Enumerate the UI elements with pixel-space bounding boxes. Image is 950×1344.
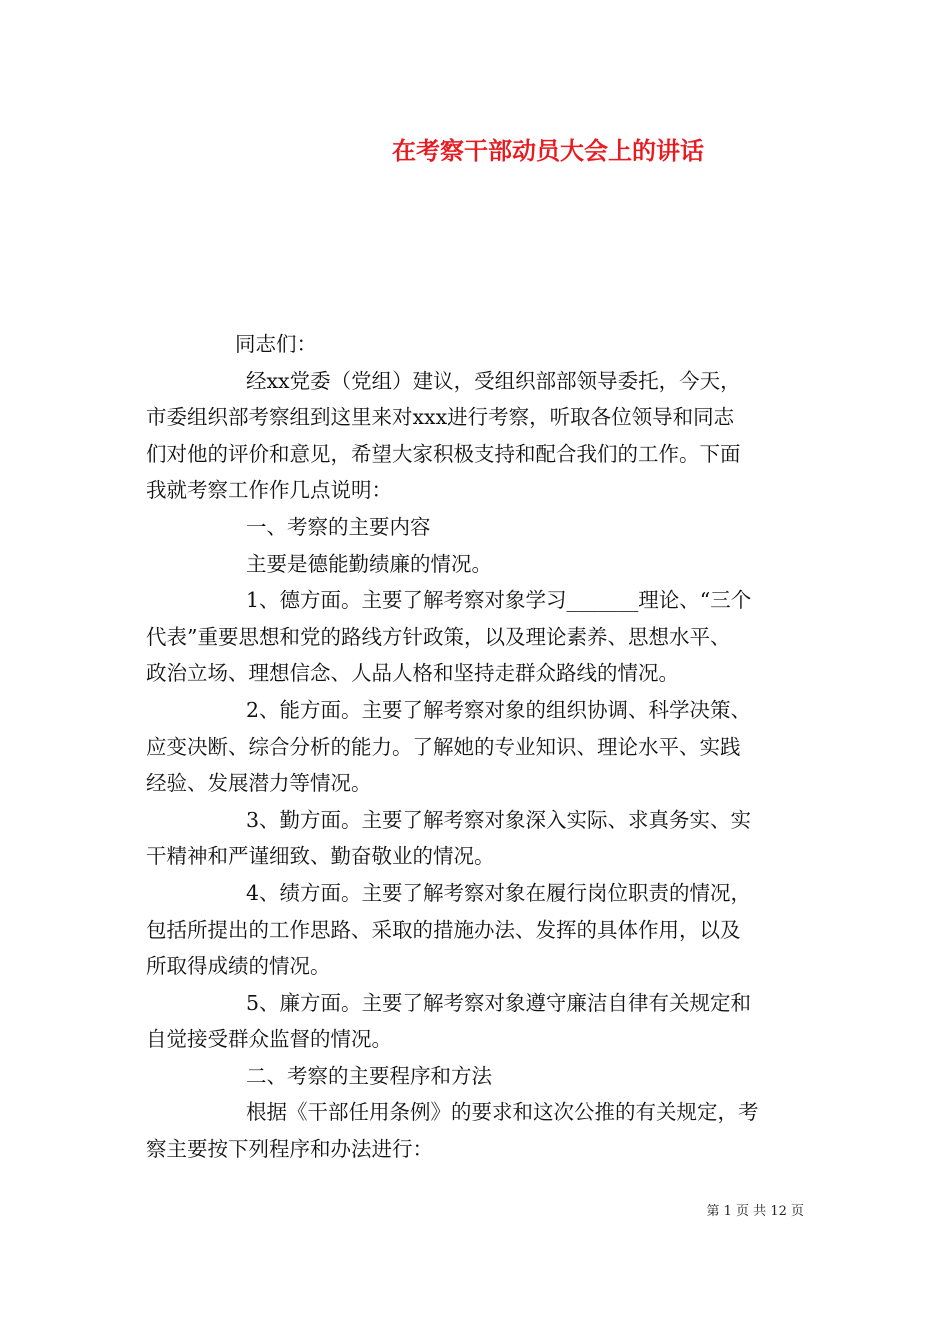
- text-line: 自觉接受群众监督的情况。: [146, 1027, 392, 1052]
- text-line: 4、绩方面。主要了解考察对象在履行岗位职责的情况，: [246, 880, 752, 905]
- text-line: 我就考察工作作几点说明：: [146, 478, 392, 503]
- text-line: 包括所提出的工作思路、采取的措施办法、发挥的具体作用，以及: [146, 917, 741, 942]
- text-line: 应变决断、综合分析的能力。了解她的专业知识、理论水平、实践: [146, 734, 741, 759]
- text-line: 们对他的评价和意见，希望大家积极支持和配合我们的工作。下面: [146, 441, 741, 466]
- text-line: 1、德方面。主要了解考察对象学习_______理论、“三个: [246, 588, 752, 613]
- page-number: 第 1 页 共 12 页: [706, 1204, 804, 1219]
- text-line: 3、勤方面。主要了解考察对象深入实际、求真务实、实: [246, 807, 752, 832]
- document-title: 在考察干部动员大会上的讲话: [392, 136, 704, 165]
- text-line: 察主要按下列程序和办法进行：: [146, 1137, 433, 1162]
- text-line: 所取得成绩的情况。: [146, 954, 331, 979]
- text-line: 2、能方面。主要了解考察对象的组织协调、科学决策、: [246, 697, 752, 722]
- text-line: 经验、发展潜力等情况。: [146, 771, 372, 796]
- text-line: 代表”重要思想和党的路线方针政策，以及理论素养、思想水平、: [146, 624, 731, 649]
- document-body: [146, 326, 810, 1168]
- text-line: 干精神和严谨细致、勤奋敬业的情况。: [146, 844, 495, 869]
- text-line: 一、考察的主要内容: [246, 514, 431, 539]
- text-line: 二、考察的主要程序和方法: [246, 1063, 492, 1088]
- text-line: 政治立场、理想信念、人品人格和坚持走群众路线的情况。: [146, 661, 679, 686]
- text-line: 市委组织部考察组到这里来对xxx进行考察，听取各位领导和同志: [146, 405, 735, 430]
- text-line: 主要是德能勤绩廉的情况。: [246, 551, 492, 576]
- paragraph-lines: [146, 363, 810, 1168]
- text-line: 根据《干部任用条例》的要求和这次公推的有关规定，考: [246, 1100, 759, 1125]
- text-line: 5、廉方面。主要了解考察对象遵守廉洁自律有关规定和: [246, 990, 752, 1015]
- salutation: 同志们：: [235, 332, 317, 356]
- text-line: 经xx党委（党组）建议，受组织部部领导委托，今天，: [246, 368, 741, 393]
